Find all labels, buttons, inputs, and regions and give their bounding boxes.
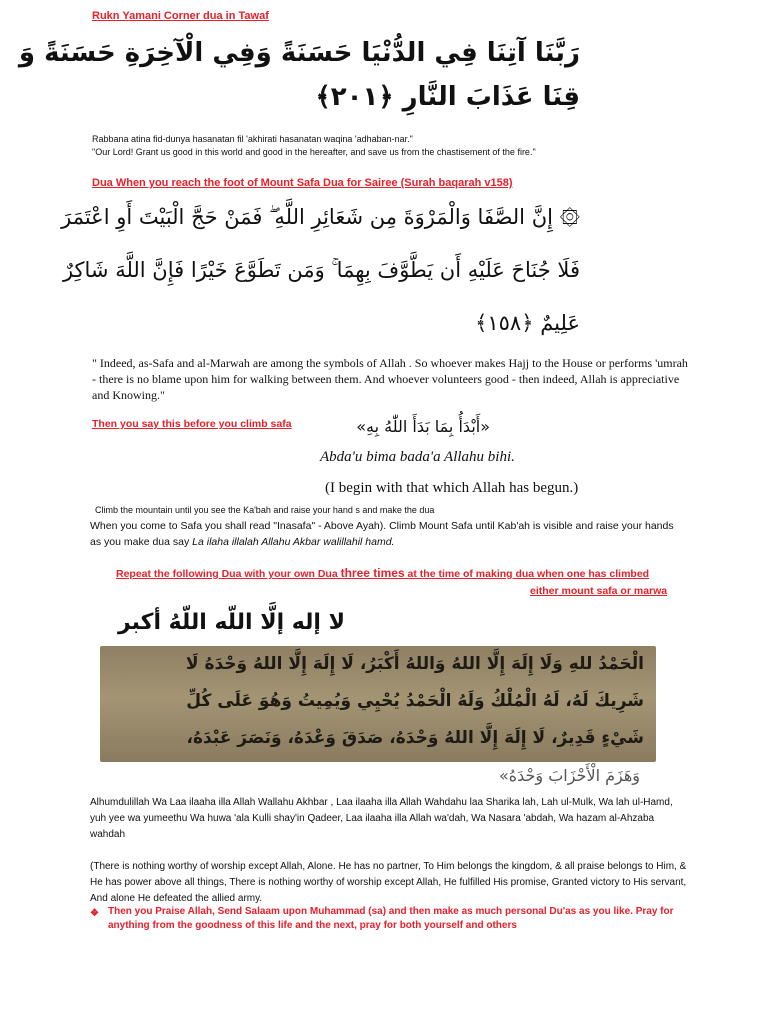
translation-abdau: (I begin with that which Allah has begun.) <box>325 480 579 496</box>
heading-repeat-dua-part3: at the time of making dua when one has climbed <box>404 568 650 580</box>
heading-before-climb-safa: Then you say this before you climb safa <box>92 418 292 430</box>
photo-dua-line3: شَيْءٍ قَدِيرٌ، لَا إِلَهَ إِلَّا اللهُ وَحْدَهُ، صَدَقَ وَعْدَهُ، وَنَصَرَ عَبْدَهُ، <box>186 728 644 748</box>
diamond-bullet-icon: ❖ <box>90 908 99 919</box>
closing-instruction-item <box>90 905 690 933</box>
heading-mount-safa: Dua When you reach the foot of Mount Safa Dua for Sairee (Surah baqarah v158) <box>92 177 513 189</box>
heading-repeat-dua-three-times: three times <box>340 566 405 580</box>
note-climb-mountain: Climb the mountain until you see the Ka'bah and raise your hand s and make the dua <box>95 505 435 515</box>
translation-ayah-158: " Indeed, as-Safa and al-Marwah are among the symbols of Allah . So whoever makes Hajj to the House or performs 'umrah - there is no blame upon him for walking between them. And whoever volunteers good - then indeed, Allah is appreciative and Knowing." <box>92 356 688 402</box>
arabic-abdau-bima: «أَبْدَأُ بِمَا بَدَأَ اللّٰهُ بِهِ» <box>356 417 490 436</box>
photo-dua-line1: الْحَمْدُ للهِ وَلَا إِلَهَ إِلَّا اللهُ وَاللهُ أَكْبَرُ، لَا إِلَهَ إِلَّا اللهُ وَحْدَهُ لَا <box>185 654 644 674</box>
photo-dua-line2: شَرِيكَ لَهُ، لَهُ الْمُلْكُ وَلَهُ الْحَمْدُ يُحْيِي وَيُمِيتُ وَهُوَ عَلَى كُلِّ <box>186 691 644 711</box>
heading-repeat-dua <box>116 566 649 580</box>
closing-instructions-list <box>90 905 690 933</box>
transliteration-abdau: Abda'u bima bada'a Allahu bihi. <box>320 449 515 465</box>
closing-instruction-text: Then you Praise Allah, Send Salaam upon Muhammad (sa) and then make as much personal Du'as as you like. Pray for anything from the goodness of this life and the next, pray for both yourself and others <box>108 906 674 931</box>
arabic-ayah-line3: عَلِيمٌ ﴿١٥٨﴾ <box>475 311 580 335</box>
instruction-safa-dua: La ilaha illalah Allahu Akbar walillahil hamd. <box>192 536 395 548</box>
translation-rabbana: "Our Lord! Grant us good in this world and good in the hereafter, and save us from the chastisement of the fire." <box>92 147 536 157</box>
transliteration-rabbana: Rabbana atina fid-dunya hasanatan fil 'akhirati hasanatan waqina 'adhaban-nar." <box>92 134 413 144</box>
arabic-ayah-line1: ۞ إِنَّ الصَّفَا وَالْمَرْوَةَ مِن شَعَائِرِ اللَّهِ ۖ فَمَنْ حَجَّ الْبَيْتَ أَوِ اعْتَمَرَ <box>61 205 580 229</box>
arabic-dua-rabbana-line2: قِنَا عَذَابَ النَّارِ ﴿٢٠١﴾ <box>315 82 580 112</box>
heading-repeat-dua-part1: Repeat the following Dua with your own Dua <box>116 568 341 580</box>
arabic-wa-hazama: وَهَزَمَ الْأَحْزَابَ وَحْدَهُ» <box>498 766 640 785</box>
dua-book-photo <box>100 646 656 762</box>
transliteration-alhumdulillah: Alhumdulillah Wa Laa ilaaha illa Allah Wallahu Akhbar , Laa ilaaha illa Allah Wahdahu laa Sharika lah, Lah ul-Mulk, Wa lah ul-Hamd, yuh yee wa yumeethu Wa huwa 'ala Kulli shay'in Qadeer, Laa ilaaha illa Allah wa'dah, Wa Nasara 'abdah, Wa hazam al-Ahzaba wahdah <box>90 797 673 840</box>
heading-safa-or-marwa: either mount safa or marwa <box>530 585 668 597</box>
translation-alhumdulillah: (There is nothing worthy of worship except Allah, Alone. He has no partner, To Him belongs the kingdom, & all praise belongs to Him, & He has power above all things, There is nothing worthy of worship except Allah, He fulfilled His promise, Granted victory to His servant, And alone He defeated the allied army. <box>90 861 687 904</box>
arabic-la-ilaha: لا إله إلَّا اللّه اللّهُ أكبر <box>118 610 345 635</box>
arabic-dua-rabbana-line1: رَبَّنَا آتِنَا فِي الدُّنْيَا حَسَنَةً وَفِي الْآخِرَةِ حَسَنَةً وَ <box>18 38 580 68</box>
arabic-ayah-line2: فَلَا جُنَاحَ عَلَيْهِ أَن يَطَّوَّفَ بِهِمَا ۚ وَمَن تَطَوَّعَ خَيْرًا فَإِنَّ اللَّهَ شَاكِرٌ <box>62 258 580 282</box>
heading-rukn-yamani: Rukn Yamani Corner dua in Tawaf <box>92 10 269 22</box>
instruction-safa <box>90 518 680 550</box>
instruction-safa-text: When you come to Safa you shall read "Inasafa" - Above Ayah). Climb Mount Safa until Kab'ah is visible and raise your hands as you make dua say <box>90 520 674 548</box>
